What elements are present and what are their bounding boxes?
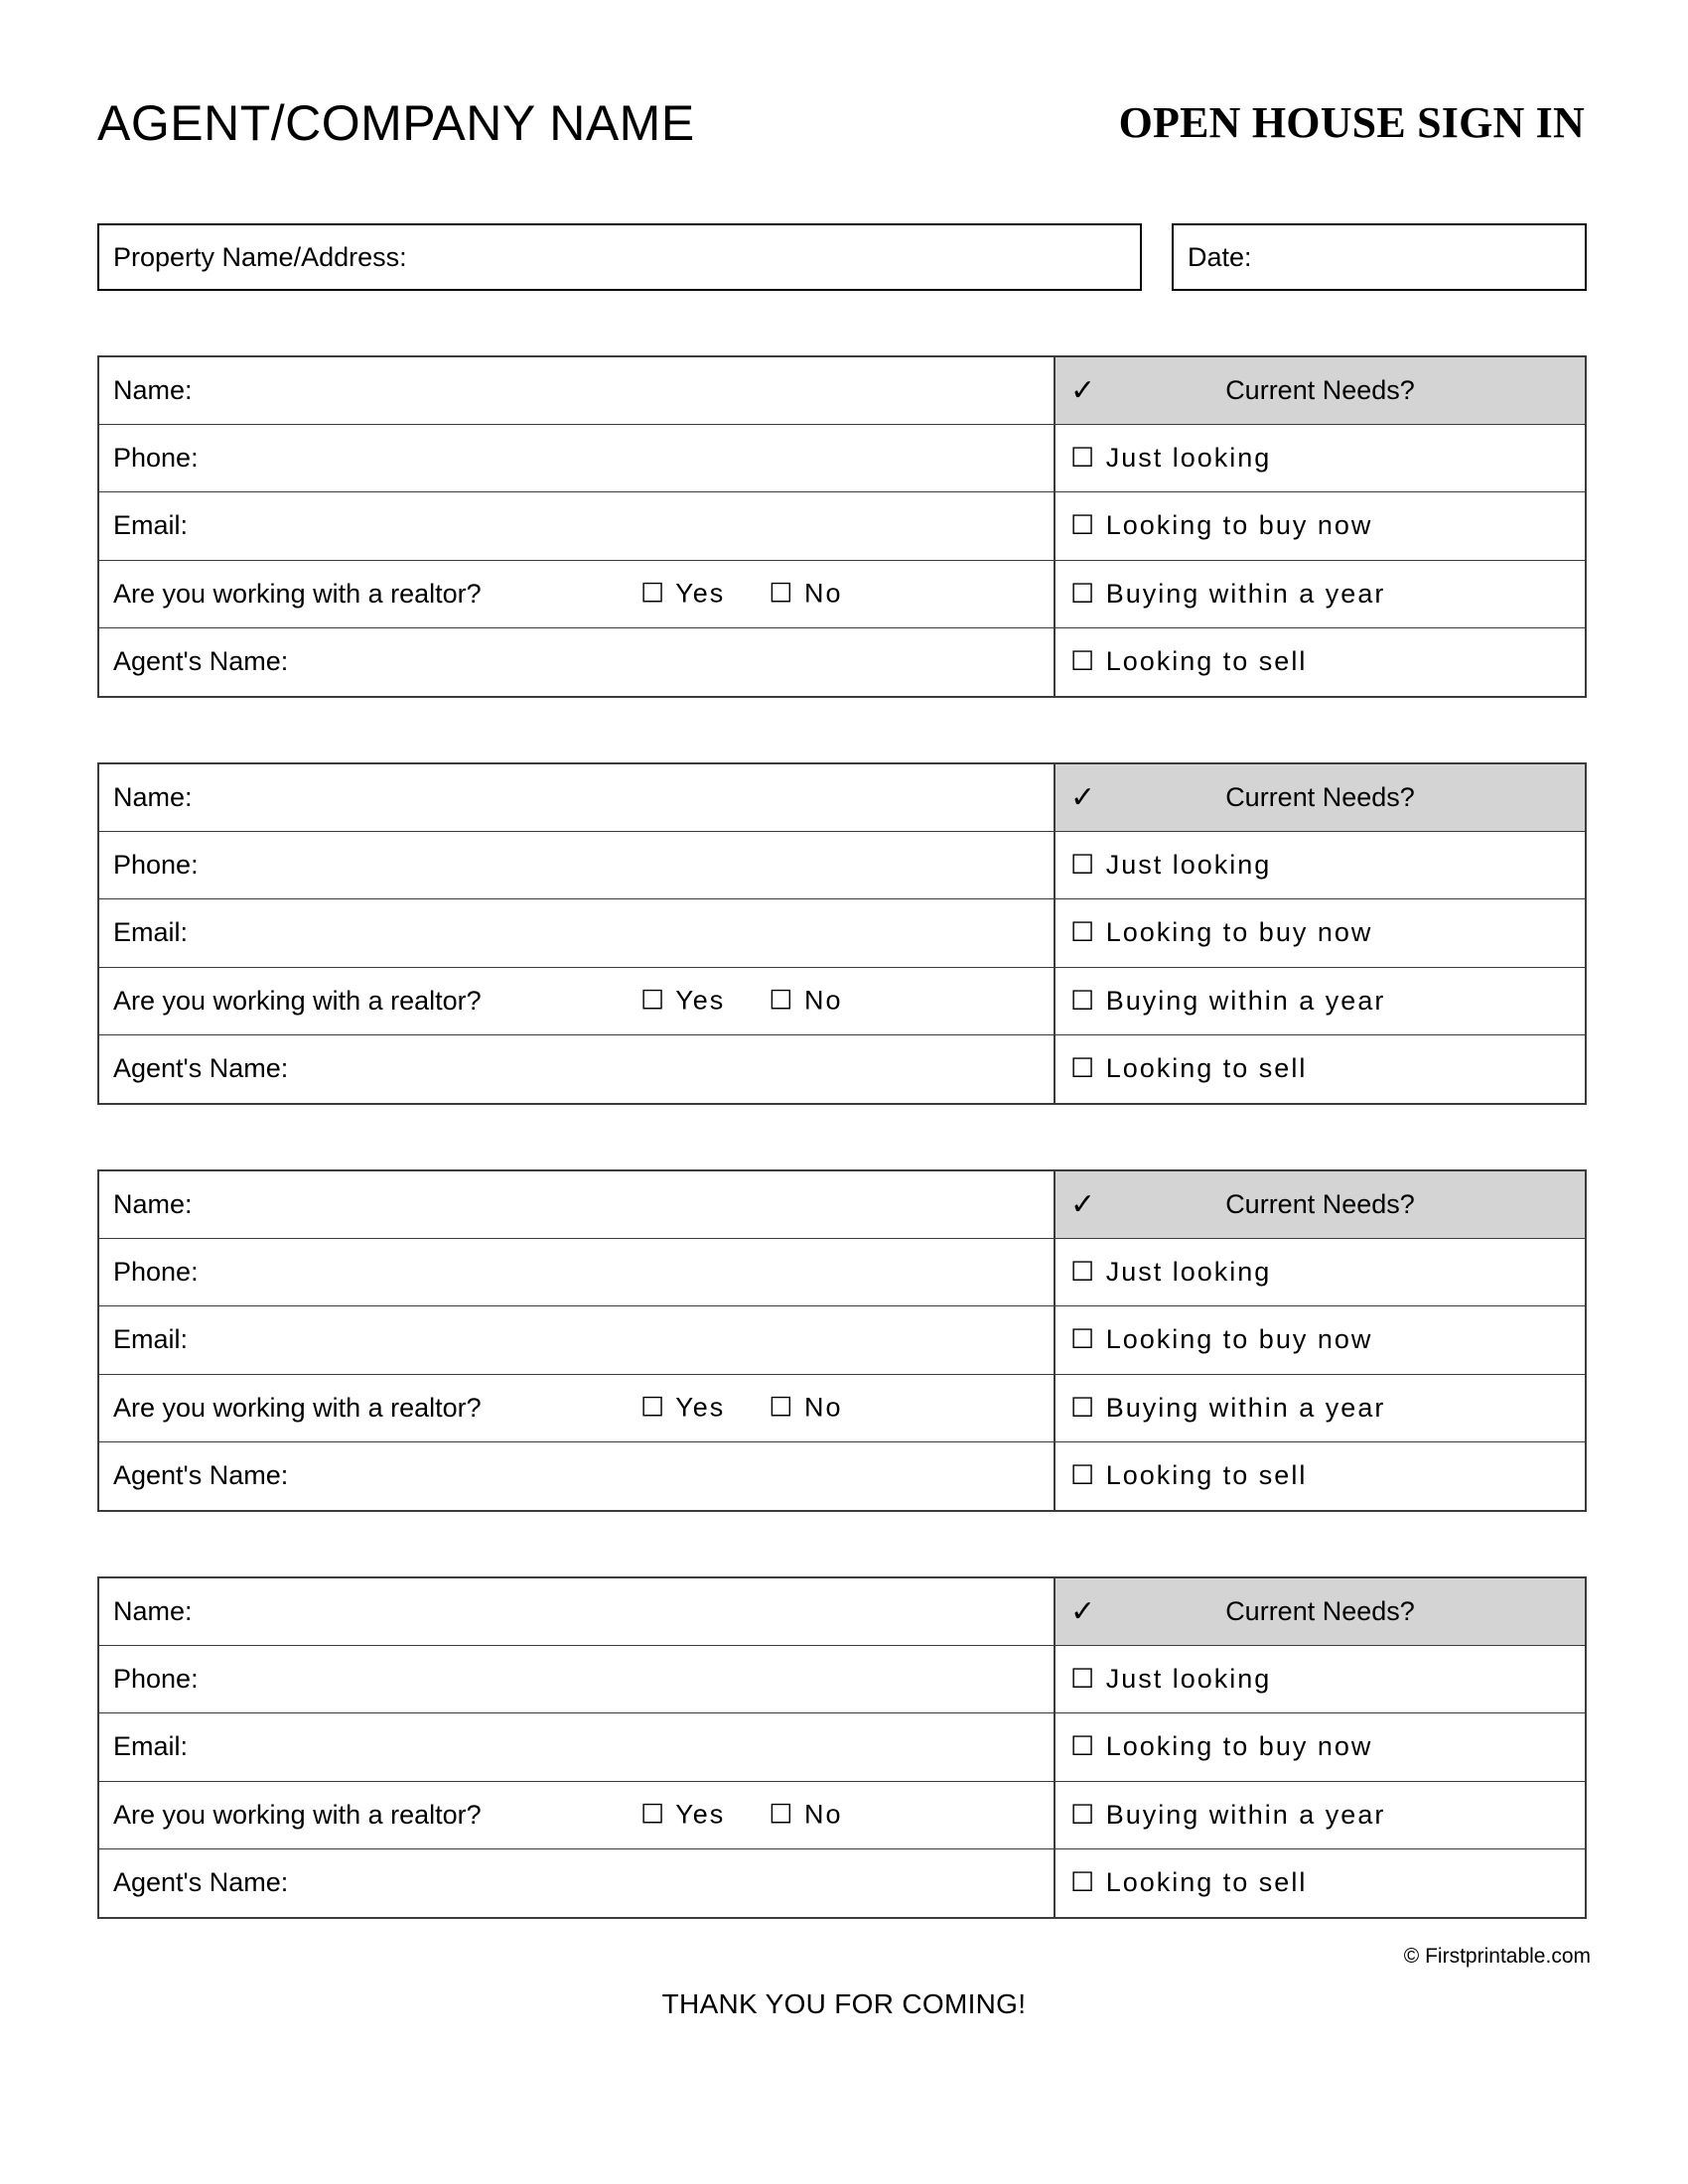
page-title: OPEN HOUSE SIGN IN [1118, 98, 1585, 147]
field-label: Are you working with a realtor? [113, 985, 482, 1016]
page-header [97, 77, 1587, 169]
current-needs-checkbox[interactable]: ☐ Looking to sell [1070, 1460, 1308, 1491]
current-needs-option-cell[interactable] [1055, 1035, 1585, 1103]
current-needs-checkbox[interactable]: ☐ Looking to sell [1070, 646, 1308, 677]
sign-in-row [99, 899, 1585, 967]
agent-company-name-title: AGENT/COMPANY NAME [97, 95, 695, 151]
field-label: Email: [113, 1324, 189, 1355]
realtor-no-checkbox[interactable]: ☐ No [769, 1392, 843, 1423]
sign-in-row [99, 561, 1585, 628]
current-needs-title: Current Needs? [1225, 1596, 1415, 1627]
field-label: Are you working with a realtor? [113, 1392, 482, 1423]
visitor-info-cell[interactable] [99, 1171, 1055, 1238]
visitor-info-cell[interactable] [99, 1782, 1055, 1848]
field-label: Are you working with a realtor? [113, 578, 482, 609]
sign-in-row [99, 832, 1585, 899]
sign-in-row [99, 1306, 1585, 1374]
field-label: Email: [113, 1731, 189, 1762]
field-label: Agent's Name: [113, 1460, 289, 1491]
sign-in-row [99, 1713, 1585, 1781]
current-needs-checkbox[interactable]: ☐ Buying within a year [1070, 578, 1386, 609]
field-label: Name: [113, 782, 193, 813]
visitor-info-cell[interactable] [99, 561, 1055, 627]
current-needs-option-cell[interactable] [1055, 968, 1585, 1034]
visitor-info-cell[interactable] [99, 1442, 1055, 1510]
visitor-info-cell[interactable] [99, 357, 1055, 424]
visitor-info-cell[interactable] [99, 968, 1055, 1034]
sign-in-block [97, 355, 1587, 698]
current-needs-option-cell[interactable] [1055, 628, 1585, 696]
sign-in-row [99, 425, 1585, 492]
current-needs-header-cell [1055, 357, 1585, 424]
copyright-credit: © Firstprintable.com [1403, 1945, 1591, 1968]
current-needs-option-cell[interactable] [1055, 1239, 1585, 1305]
sign-in-row [99, 1782, 1585, 1849]
current-needs-option-cell[interactable] [1055, 1713, 1585, 1780]
current-needs-checkbox[interactable]: ☐ Looking to buy now [1070, 1324, 1373, 1355]
current-needs-checkbox[interactable]: ☐ Looking to sell [1070, 1867, 1308, 1898]
field-label: Phone: [113, 443, 199, 474]
current-needs-option-cell[interactable] [1055, 1375, 1585, 1441]
current-needs-option-cell[interactable] [1055, 832, 1585, 898]
current-needs-option-cell[interactable] [1055, 1646, 1585, 1712]
sign-in-row [99, 1578, 1585, 1646]
realtor-yes-checkbox[interactable]: ☐ Yes [640, 1799, 726, 1830]
thank-you-message: THANK YOU FOR COMING! [661, 1988, 1027, 2019]
sign-in-row [99, 1035, 1585, 1103]
current-needs-header-cell [1055, 1171, 1585, 1238]
sign-in-row [99, 1646, 1585, 1713]
current-needs-title: Current Needs? [1225, 782, 1415, 813]
visitor-info-cell[interactable] [99, 1035, 1055, 1103]
visitor-info-cell[interactable] [99, 832, 1055, 898]
checkmark-icon: ✓ [1070, 780, 1096, 814]
visitor-info-cell[interactable] [99, 1646, 1055, 1712]
current-needs-option-cell[interactable] [1055, 492, 1585, 559]
current-needs-checkbox[interactable]: ☐ Buying within a year [1070, 1799, 1386, 1830]
current-needs-checkbox[interactable]: ☐ Just looking [1070, 443, 1272, 474]
field-label: Phone: [113, 1664, 199, 1695]
field-label: Name: [113, 1189, 193, 1220]
current-needs-option-cell[interactable] [1055, 1306, 1585, 1373]
visitor-info-cell[interactable] [99, 1306, 1055, 1373]
sign-in-row [99, 1171, 1585, 1239]
current-needs-option-cell[interactable] [1055, 425, 1585, 491]
current-needs-option-cell[interactable] [1055, 1849, 1585, 1917]
field-label: Name: [113, 1596, 193, 1627]
date-label: Date: [1188, 241, 1252, 272]
realtor-yes-no-group [640, 985, 843, 1016]
current-needs-header-cell [1055, 1578, 1585, 1645]
visitor-info-cell[interactable] [99, 628, 1055, 696]
sign-in-row [99, 1442, 1585, 1510]
sign-in-row [99, 1239, 1585, 1306]
visitor-info-cell[interactable] [99, 492, 1055, 559]
current-needs-title: Current Needs? [1225, 1189, 1415, 1220]
current-needs-title: Current Needs? [1225, 375, 1415, 406]
sign-in-row [99, 1849, 1585, 1917]
current-needs-checkbox[interactable]: ☐ Just looking [1070, 1664, 1272, 1695]
current-needs-checkbox[interactable]: ☐ Looking to buy now [1070, 510, 1373, 541]
field-label: Are you working with a realtor? [113, 1799, 482, 1830]
field-label: Email: [113, 510, 189, 541]
sign-in-row [99, 968, 1585, 1035]
field-label: Phone: [113, 850, 199, 881]
realtor-no-checkbox[interactable]: ☐ No [769, 1799, 843, 1830]
property-date-row [97, 223, 1587, 291]
field-label: Agent's Name: [113, 646, 289, 677]
checkmark-icon: ✓ [1070, 1187, 1096, 1221]
field-label: Phone: [113, 1257, 199, 1288]
sign-in-block [97, 1169, 1587, 1512]
visitor-info-cell[interactable] [99, 1849, 1055, 1917]
realtor-yes-checkbox[interactable]: ☐ Yes [640, 1392, 726, 1423]
current-needs-checkbox[interactable]: ☐ Just looking [1070, 850, 1272, 881]
visitor-info-cell[interactable] [99, 425, 1055, 491]
sign-in-row [99, 764, 1585, 832]
realtor-yes-checkbox[interactable]: ☐ Yes [640, 578, 726, 609]
current-needs-option-cell[interactable] [1055, 561, 1585, 627]
visitor-info-cell[interactable] [99, 1239, 1055, 1305]
realtor-yes-no-group [640, 1392, 843, 1423]
current-needs-checkbox[interactable]: ☐ Looking to buy now [1070, 917, 1373, 948]
visitor-info-cell[interactable] [99, 899, 1055, 966]
date-field[interactable] [1172, 223, 1587, 291]
realtor-no-checkbox[interactable]: ☐ No [769, 578, 843, 609]
visitor-info-cell[interactable] [99, 1578, 1055, 1645]
current-needs-option-cell[interactable] [1055, 1782, 1585, 1848]
property-name-address-label: Property Name/Address: [113, 241, 407, 272]
current-needs-checkbox[interactable]: ☐ Buying within a year [1070, 1392, 1386, 1423]
realtor-yes-checkbox[interactable]: ☐ Yes [640, 985, 726, 1016]
visitor-info-cell[interactable] [99, 764, 1055, 831]
visitor-info-cell[interactable] [99, 1713, 1055, 1780]
current-needs-checkbox[interactable]: ☐ Buying within a year [1070, 985, 1386, 1016]
sign-in-block [97, 762, 1587, 1105]
checkmark-icon: ✓ [1070, 373, 1096, 407]
field-label: Agent's Name: [113, 1867, 289, 1898]
current-needs-header-cell [1055, 764, 1585, 831]
sign-in-row [99, 1375, 1585, 1442]
current-needs-checkbox[interactable]: ☐ Just looking [1070, 1257, 1272, 1288]
field-label: Agent's Name: [113, 1053, 289, 1084]
sign-in-row [99, 492, 1585, 560]
sign-in-row [99, 628, 1585, 696]
visitor-info-cell[interactable] [99, 1375, 1055, 1441]
current-needs-checkbox[interactable]: ☐ Looking to sell [1070, 1053, 1308, 1084]
current-needs-checkbox[interactable]: ☐ Looking to buy now [1070, 1731, 1373, 1762]
field-label: Name: [113, 375, 193, 406]
checkmark-icon: ✓ [1070, 1594, 1096, 1628]
field-label: Email: [113, 917, 189, 948]
realtor-yes-no-group [640, 1799, 843, 1830]
sign-in-block [97, 1576, 1587, 1919]
property-name-address-field[interactable] [97, 223, 1142, 291]
sign-in-row [99, 357, 1585, 425]
current-needs-option-cell[interactable] [1055, 899, 1585, 966]
current-needs-option-cell[interactable] [1055, 1442, 1585, 1510]
realtor-no-checkbox[interactable]: ☐ No [769, 985, 843, 1016]
realtor-yes-no-group [640, 578, 843, 609]
